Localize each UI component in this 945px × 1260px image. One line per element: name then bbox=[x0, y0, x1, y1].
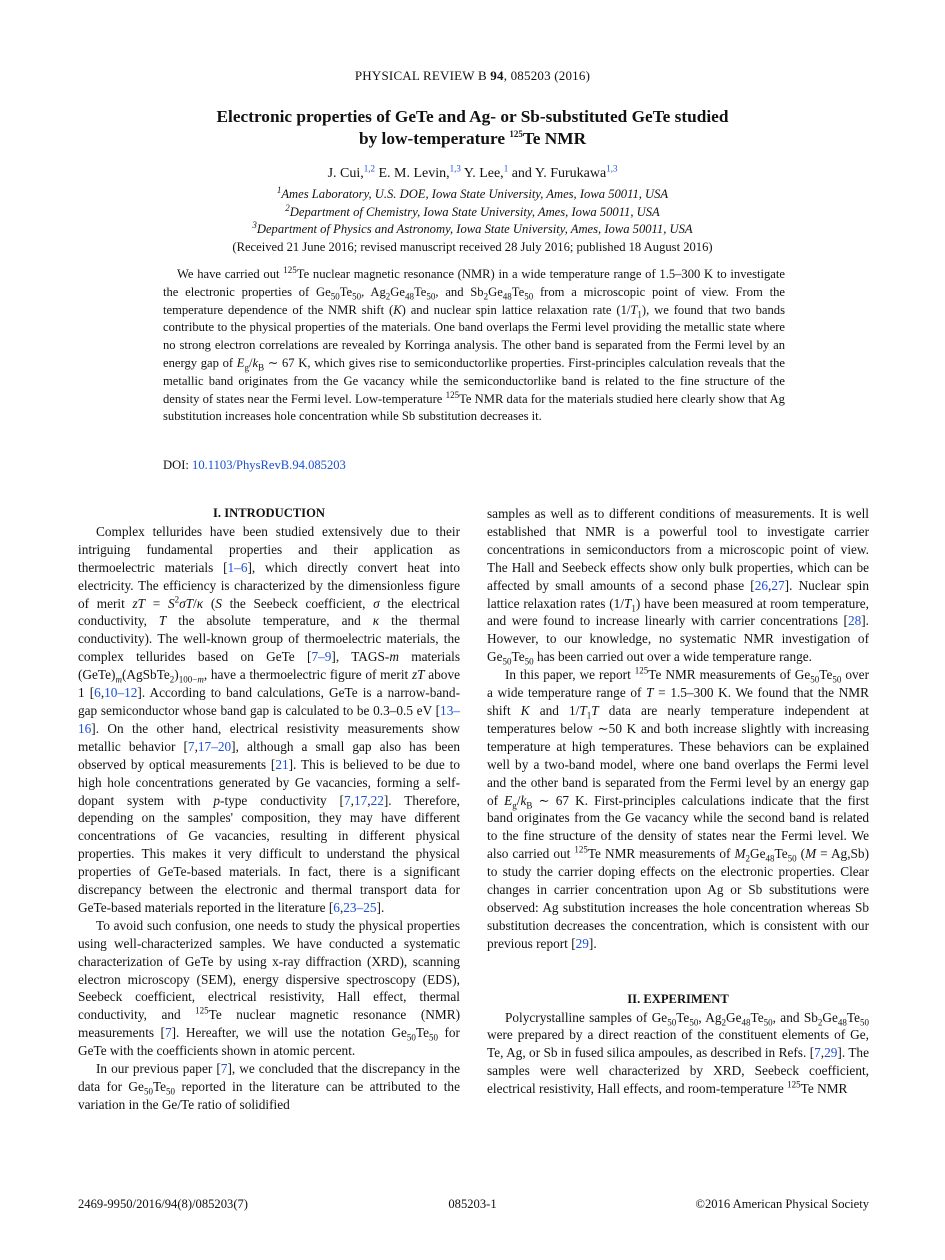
affiliation: $^2$Department of Chemistry, Iowa State University, Ames, Iowa 50011, USA bbox=[285, 202, 660, 219]
section-heading-experiment: II. EXPERIMENT bbox=[627, 991, 729, 1006]
footer-page-number: 085203-1 bbox=[448, 1197, 497, 1211]
footer-copyright: ©2016 American Physical Society bbox=[695, 1197, 869, 1211]
doi-line: DOI: 10.1103/PhysRevB.94.085203 bbox=[163, 458, 346, 472]
author: Y. Lee,$^1$ bbox=[463, 163, 509, 181]
doi-link[interactable]: 10.1103/PhysRevB.94.085203 bbox=[192, 458, 346, 472]
paragraph: In our previous paper [7], we concluded that the discrepancy in the data for $Ge_{50}Te_{50}$ reported in the literature can be attributed to the variation in the Ge/Te ratio of solidified bbox=[78, 1061, 460, 1112]
author: J. Cui,$^{1,2}$ bbox=[327, 163, 375, 181]
paragraph: samples as well as to different conditions of measurements. It is well established that NMR is a powerful tool to investigate carrier concentrations in semiconductors from a microscopic point of view. The Hall and Seebeck effects show only bulk properties, which can be affected by small amounts of a second phase [26,27]. Nuclear spin lattice relaxation rates $(1/T_1)$ have been measured at room temperature, and were found to increase linearly with carrier concentrations [28]. However, to our knowledge, no systematic NMR investigation of $Ge_{50}Te_{50}$ has been carried out over a wide temperature range. bbox=[487, 506, 869, 667]
column-right bbox=[487, 505, 869, 1098]
paragraph: In this paper, we report $^{125}$Te NMR measurements of $Ge_{50}Te_{50}$ over a wide temperature range of T = 1.5–300 K. We found that the NMR shift K and $1/T_1T$ data are nearly temperature independent at temperatures below ∼50 K and both increase slightly with increasing temperature at high temperatures. These behaviors can be explained well by a two-band model, where one band overlaps the Fermi level and the other band is separated from the Fermi level by an energy gap of $E_g/k_B$ ∼ 67 K. First-principles calculations indicate that the first band originates from the Ge vacancy while the second band is related to the fine structure of the density of states near the Fermi level. We also carried out $^{125}$Te NMR measurements of $M_2Ge_{48}Te_{50}$ (M = Ag,Sb) to study the carrier doping effects on the electronic properties. Clear changes in carrier concentration upon Ag or Sb substitutions were observed: Ag substitution increases the hole concentration whereas Sb substitution decreases the concentration, which is consistent with our previous report [29]. bbox=[487, 665, 870, 951]
paragraph: Polycrystalline samples of $Ge_{50}Te_{50}$, $Ag_2Ge_{48}Te_{50}$, and $Sb_2Ge_{48}Te_{50}$ were prepared by a direct reaction of the constituent elements of Ge, Te, Ag, or Sb in fused silica ampoules, as described in Refs. [7,29]. The samples were well characterized by XRD, Seebeck coefficient, electrical resistivity, Hall effects, and room-temperature $^{125}$Te NMR bbox=[487, 1009, 869, 1097]
paper-title bbox=[150, 106, 795, 150]
author-list bbox=[0, 163, 945, 182]
paragraph: To avoid such confusion, one needs to study the physical properties using well-characterized samples. We have conducted a systematic characterization of GeTe by using x-ray diffraction (XRD), scanning electron microscopy (SEM), energy dispersive spectroscopy (EDS), Seebeck coefficient, electrical resistivity, Hall effect, thermal conductivity, and $^{125}$Te nuclear magnetic resonance (NMR) measurements [7]. Hereafter, we will use the notation $Ge_{50}Te_{50}$ for GeTe with the coefficients shown in atomic percent. bbox=[78, 917, 460, 1059]
section-heading-introduction: I. INTRODUCTION bbox=[213, 506, 325, 520]
abstract: We have carried out $^{125}$Te nuclear magnetic resonance (NMR) in a wide temperature range of 1.5–300 K to investigate the electronic properties of $Ge_{50}Te_{50}$, $Ag_2Ge_{48}Te_{50}$, and $Sb_2Ge_{48}Te_{50}$ from a microscopic point of view. From the temperature dependence of the NMR shift (K) and nuclear spin lattice relaxation rate $(1/T_1)$, we found that two bands contribute to the physical properties of the materials. One band overlaps the Fermi level providing the metallic state where no strong electron correlations are revealed by Korringa analysis. The other band is separated from the Fermi level by an energy gap of $E_g/k_B$ ∼ 67 K, which gives rise to semiconductorlike properties. First-principles calculation reveals that the metallic band originates from the Ge vacancy while the semiconductorlike band is related to the fine structure of the density of states near the Fermi level. Low-temperature $^{125}$Te NMR data for the materials studied here clearly show that Ag substitution increases hole concentration while Sb substitution decreases it. bbox=[163, 264, 786, 424]
affiliation: $^1$Ames Laboratory, U.S. DOE, Iowa State University, Ames, Iowa 50011, USA bbox=[276, 184, 669, 201]
author: E. M. Levin,$^{1,3}$ bbox=[378, 163, 461, 181]
author: and Y. Furukawa$^{1,3}$ bbox=[511, 163, 618, 181]
column-left bbox=[78, 505, 460, 1114]
paragraph: Complex tellurides have been studied extensively due to their intriguing fundamental properties and their application as thermoelectric materials [1–6], which directly convert heat into electricity. The efficiency is characterized by the dimensionless figure of merit zT = $S^2\sigma T/\kappa$ (S the Seebeck coefficient, σ the electrical conductivity, T the absolute temperature, and κ the thermal conductivity). The well-known group of thermoelectric materials, the complex tellurides based on GeTe [7–9], TAGS-m materials $(GeTe)_m(AgSbTe_2)_{100-m}$, have a thermoelectric figure of merit zT above 1 [6,10–12]. According to band calculations, GeTe is a narrow-band-gap semiconductor whose band gap is calculated to be 0.3–0.5 eV [13–16]. On the other hand, electrical resistivity measurements show metallic behavior [7,17–20], although a small gap also has been observed by optical measurements [21]. This is believed to be due to high hole concentrations generated by Ge vacancies, forming a self-dopant system with p-type conductivity [7,17,22]. Therefore, depending on the samples' composition, they may have different concentrations of Ge vacancies, resulting in different physical properties. This makes it very difficult to understand the physical properties of GeTe-based materials. In fact, there is a significant discrepancy between the electronic and thermal transport data for GeTe-based materials reported in the literature [6,23–25]. bbox=[78, 523, 461, 915]
journal-volume: 94 bbox=[490, 68, 504, 83]
received-dates: (Received 21 June 2016; revised manuscript received 28 July 2016; published 18 August 2016) bbox=[232, 240, 713, 254]
title-line-2: by low-temperature $^{125}$Te NMR bbox=[358, 129, 587, 148]
journal-header: PHYSICAL REVIEW B 94, 085203 (2016) bbox=[354, 68, 591, 83]
affiliation: $^3$Department of Physics and Astronomy, Iowa State University, Ames, Iowa 50011, USA bbox=[252, 219, 693, 236]
title-line-1: Electronic properties of GeTe and Ag- or Sb-substituted GeTe studied bbox=[216, 107, 729, 126]
footer-issn: 2469-9950/2016/94(8)/085203(7) bbox=[78, 1197, 248, 1211]
